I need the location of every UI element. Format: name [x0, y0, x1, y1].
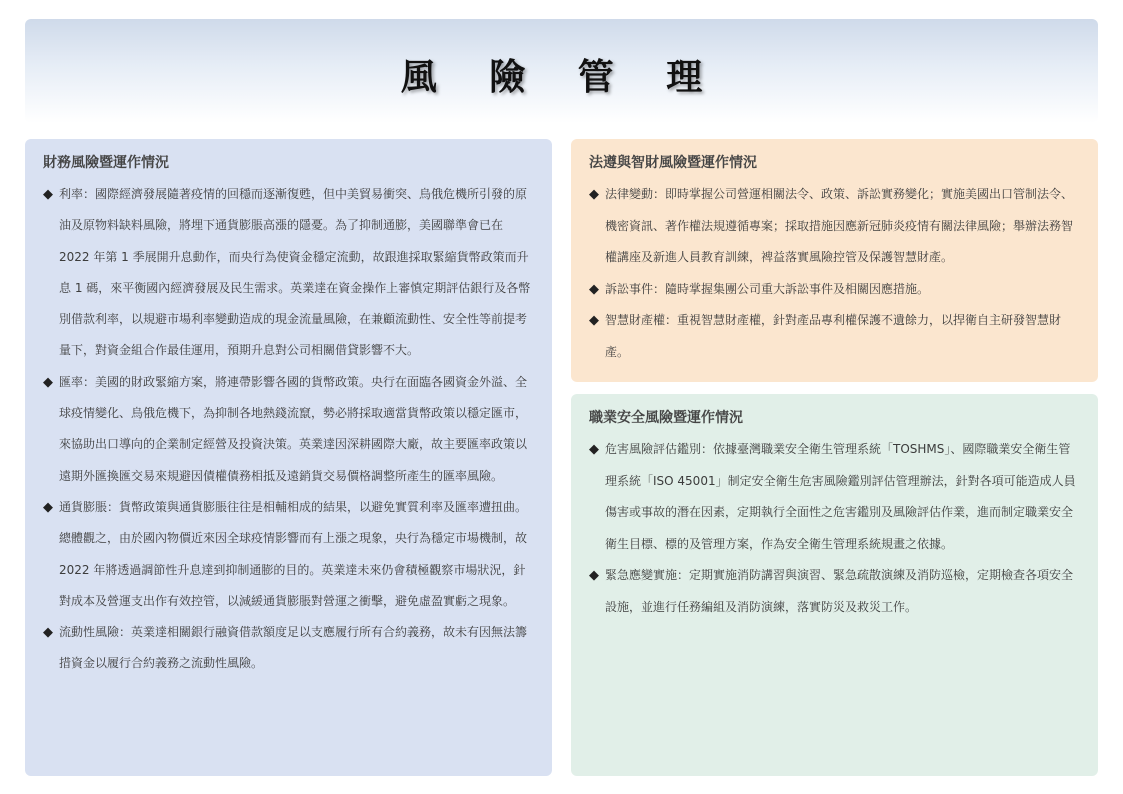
list-item [589, 274, 1080, 306]
occupational-safety-panel [571, 394, 1098, 776]
list-item [43, 179, 534, 367]
diamond-bullet-icon: ◆ [589, 313, 599, 329]
financial-risk-title: 財務風險暨運作情況 [43, 155, 169, 171]
diamond-bullet-icon: ◆ [589, 187, 599, 202]
diamond-bullet-icon: ◆ [43, 625, 53, 641]
list-item-text: 危害風險評估鑑別：依據臺灣職業安全衛生管理系統「TOSHMS」、國際職業安全衛生管理系統「ISO 45001」制定安全衛生危害風險鑑別評估管理辦法，針對各項可能造成人員傷害或事故的潛在因素，定期執行全面性之危害鑑別及風險評估作業，進而制定職業安全衛生目標、標的及管理方案，作為安全衛生管理系統規畫之依據。 [605, 442, 1076, 551]
legal-ip-risk-list [589, 179, 1080, 369]
list-item-text: 利率：國際經濟發展隨著疫情的回穩而逐漸復甦，但中美貿易衝突、烏俄危機所引發的原油及原物料缺料風險，將埋下通貨膨脹高漲的隱憂。為了抑制通膨，美國聯準會已在 2022 年第 1 季展開升息動作，而央行為使資金穩定流動，故跟進採取緊縮貨幣政策而升息 1 碼，來平衡國內經濟發展及民生需求。英業達在資金操作上審慎定期評估銀行及各幣別借款利率，以規避市場利率變動造成的現金流量風險，在兼顧流動性、安全性等前提考量下，對資金組合作最佳運用，預期升息對公司相關借貸影響不大。 [59, 187, 531, 358]
diamond-bullet-icon: ◆ [43, 187, 53, 202]
occupational-safety-list [589, 434, 1080, 624]
list-item [589, 179, 1080, 274]
list-item [589, 434, 1080, 560]
list-item [589, 305, 1080, 368]
list-item-text: 智慧財產權：重視智慧財產權，針對產品專利權保護不遺餘力，以捍衛自主研發智慧財產。 [605, 313, 1062, 359]
page-title: 風 險 管 理 [400, 57, 723, 98]
list-item-text: 流動性風險：英業達相關銀行融資借款額度足以支應履行所有合約義務，故未有因無法籌措資金以履行合約義務之流動性風險。 [59, 625, 528, 671]
list-item-text: 緊急應變實施：定期實施消防講習與演習、緊急疏散演練及消防巡檢，定期檢查各項安全設施，並進行任務編組及消防演練，落實防災及救災工作。 [605, 568, 1074, 614]
list-item [43, 492, 534, 617]
list-item [589, 560, 1080, 623]
list-item [43, 617, 534, 680]
financial-risk-list [43, 179, 534, 680]
diamond-bullet-icon: ◆ [43, 374, 53, 390]
diamond-bullet-icon: ◆ [589, 568, 599, 584]
financial-risk-panel [25, 139, 552, 776]
list-item [43, 367, 534, 492]
list-item-text: 匯率：美國的財政緊縮方案，將連帶影響各國的貨幣政策。央行在面臨各國資金外溢、全球疫情變化、烏俄危機下，為抑制各地熱錢流竄，勢必將採取適當貨幣政策以穩定匯市，來協助出口導向的企業制定經營及投資決策。英業達因深耕國際大廠，故主要匯率政策以遠期外匯換匯交易來規避因債權債務相抵及遠銷貨交易價格調整所產生的匯率風險。 [59, 374, 528, 483]
page-header [25, 19, 1098, 123]
diamond-bullet-icon: ◆ [589, 281, 599, 297]
legal-ip-risk-title: 法遵與智財風險暨運作情況 [589, 155, 757, 171]
diamond-bullet-icon: ◆ [43, 499, 53, 515]
legal-ip-risk-panel [571, 139, 1098, 382]
diamond-bullet-icon: ◆ [589, 442, 599, 457]
list-item-text: 法律變動：即時掌握公司營運相關法令、政策、訴訟實務變化；實施美國出口管制法令、機密資訊、著作權法規遵循專案；採取措施因應新冠肺炎疫情有關法律風險；舉辦法務智權講座及新進人員教育訓練，裨益落實風險控管及保護智慧財產。 [605, 187, 1074, 265]
list-item-text: 訴訟事件：隨時掌握集團公司重大訴訟事件及相關因應措施。 [605, 281, 930, 296]
list-item-text: 通貨膨脹：貨幣政策與通貨膨脹往往是相輔相成的結果，以避免實質利率及匯率遭扭曲。總體觀之，由於國內物價近來因全球疫情影響而有上漲之現象，央行為穩定市場機制，故 2022 年將透過調節性升息達到抑制通膨的目的。英業達未來仍會積極觀察市場狀況，針對成本及營運支出作有效控管，以減緩通貨膨脹對營運之衝擊，避免虛盈實虧之現象。 [59, 499, 528, 608]
occupational-safety-title: 職業安全風險暨運作情況 [589, 410, 743, 426]
